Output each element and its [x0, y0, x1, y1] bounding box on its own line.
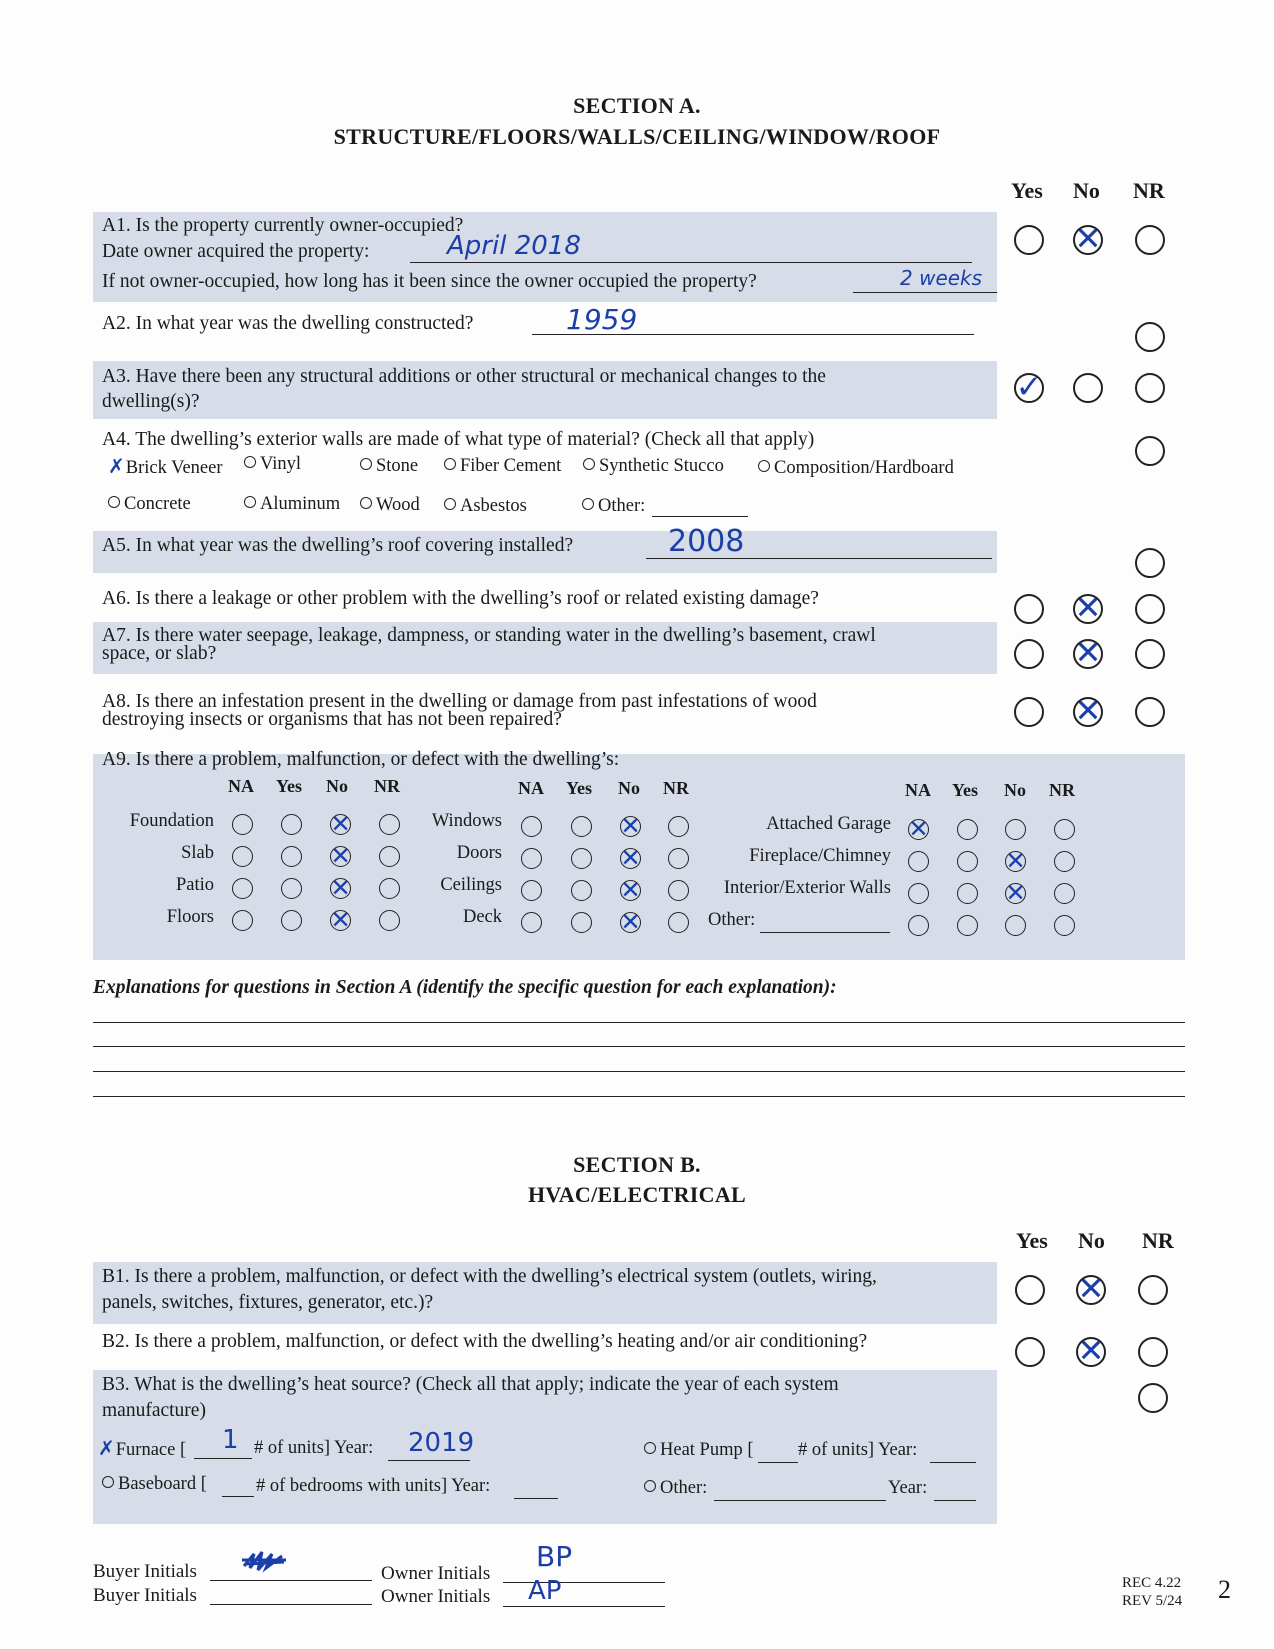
a9-windows-na[interactable] — [521, 816, 542, 837]
a9-foundation-no[interactable] — [330, 809, 351, 838]
a4-other-field[interactable] — [652, 516, 748, 517]
col-nr-label: NR — [1142, 1228, 1174, 1253]
a9-patio-yes[interactable] — [281, 878, 302, 899]
b3-baseboard-year-field[interactable] — [514, 1498, 558, 1499]
a9-label-other: Other: — [708, 910, 756, 930]
a9-g2-col-no: No — [618, 778, 640, 798]
explanation-line[interactable] — [93, 1096, 1185, 1097]
a9-label-attached-garage: Attached Garage — [766, 814, 891, 834]
a9-label-doors: Doors — [456, 843, 502, 863]
scribble-icon — [240, 1548, 290, 1574]
a9-walls-na[interactable] — [908, 883, 929, 904]
a9-foundation-yes[interactable] — [281, 814, 302, 835]
a9-windows-no[interactable] — [620, 811, 641, 840]
check-mark-icon: ✕ — [1074, 691, 1102, 730]
a1-no-radio[interactable] — [1073, 219, 1103, 258]
a3-no-radio[interactable] — [1073, 373, 1103, 403]
a4-option-wood[interactable]: Wood — [360, 495, 420, 516]
a7-yes-radio[interactable] — [1014, 639, 1044, 669]
section-a-subheading: STRUCTURE/FLOORS/WALLS/CEILING/WINDOW/ROOF — [333, 124, 941, 149]
a9-g3-col-na: NA — [905, 780, 931, 800]
a4-question: A4. The dwelling’s exterior walls are made of what type of material? (Check all that apply) — [102, 429, 815, 450]
a9-label-floors: Floors — [166, 907, 214, 927]
page-number: 2 — [1218, 1575, 1231, 1604]
a7-question-line2: space, or slab? — [102, 643, 217, 664]
check-mark-icon: ✕ — [620, 811, 641, 840]
a9-garage-nr[interactable] — [1054, 819, 1075, 840]
check-mark-icon: ✕ — [1077, 1331, 1105, 1370]
a8-nr-radio[interactable] — [1135, 697, 1165, 727]
a9-fireplace-na[interactable] — [908, 851, 929, 872]
a9-ceilings-no[interactable] — [620, 875, 641, 904]
check-mark-icon: ✕ — [620, 843, 641, 872]
a9-label-patio: Patio — [175, 875, 214, 895]
section-b-heading: SECTION B. — [573, 1152, 701, 1177]
a9-foundation-na[interactable] — [232, 814, 253, 835]
a9-deck-yes[interactable] — [571, 912, 592, 933]
a9-floors-na[interactable] — [232, 910, 253, 931]
a9-label-deck: Deck — [462, 907, 502, 927]
check-mark-icon: ✕ — [1005, 846, 1026, 875]
b3-heatpump-year-field[interactable] — [930, 1462, 976, 1463]
a3-nr-radio[interactable] — [1135, 373, 1165, 403]
a1-duration-value: 2 weeks — [900, 266, 983, 290]
col-nr-label: NR — [1133, 178, 1165, 203]
a9-garage-na[interactable] — [908, 814, 929, 843]
check-mark-icon: ✕ — [330, 841, 351, 870]
a9-doors-nr[interactable] — [668, 848, 689, 869]
b2-yes-radio[interactable] — [1015, 1337, 1045, 1367]
a9-g2-col-nr: NR — [663, 778, 689, 798]
a6-question: A6. Is there a leakage or other problem with the dwelling’s roof or related existing damage? — [102, 588, 819, 609]
a9-fireplace-no[interactable] — [1005, 846, 1026, 875]
b1-question-line1: B1. Is there a problem, malfunction, or defect with the dwelling’s electrical system (outlets, wiring, — [102, 1266, 877, 1287]
check-mark-icon: ✕ — [620, 875, 641, 904]
check-mark-icon: ✕ — [1074, 588, 1102, 627]
a9-g1-col-yes: Yes — [276, 776, 302, 796]
a9-floors-no[interactable] — [330, 905, 351, 934]
a7-question-line1: A7. Is there water seepage, leakage, dampness, or standing water in the dwelling’s basement, crawl — [102, 625, 876, 646]
a9-windows-yes[interactable] — [571, 816, 592, 837]
a9-ceilings-na[interactable] — [521, 880, 542, 901]
a4-option-stone[interactable]: Stone — [360, 456, 418, 477]
a9-g3-col-nr: NR — [1049, 780, 1075, 800]
a9-g2-col-na: NA — [518, 778, 544, 798]
b3-question-line2: manufacture) — [102, 1400, 206, 1421]
a9-label-fireplace: Fireplace/Chimney — [749, 846, 891, 866]
buyer-initials-label: Buyer Initials — [93, 1585, 197, 1606]
a9-other-na[interactable] — [908, 915, 929, 936]
a9-walls-yes[interactable] — [957, 883, 978, 904]
a3-question-line1: A3. Have there been any structural additions or other structural or mechanical changes to the — [102, 366, 826, 387]
a9-garage-no[interactable] — [1005, 819, 1026, 840]
check-mark-icon: ✕ — [1077, 1269, 1105, 1308]
a9-ceilings-nr[interactable] — [668, 880, 689, 901]
b3-other-field[interactable] — [714, 1500, 886, 1501]
a4-nr-radio[interactable] — [1135, 436, 1165, 466]
b3-heatpump-option[interactable]: Heat Pump [ — [644, 1440, 754, 1461]
b3-baseboard-option[interactable]: Baseboard [ — [102, 1474, 207, 1495]
a3-yes-radio[interactable] — [1014, 367, 1044, 406]
a9-walls-no[interactable] — [1005, 878, 1026, 907]
a9-doors-na[interactable] — [521, 848, 542, 869]
section-b-subheading: HVAC/ELECTRICAL — [527, 1182, 747, 1207]
b3-baseboard-units-label: # of bedrooms with units] Year: — [256, 1476, 491, 1496]
buyer-initials-field[interactable] — [210, 1580, 372, 1581]
col-no-label: No — [1078, 1228, 1105, 1253]
col-yes-label: Yes — [1011, 178, 1043, 203]
a5-nr-radio[interactable] — [1135, 548, 1165, 578]
a2-nr-radio[interactable] — [1135, 322, 1165, 352]
a2-question: A2. In what year was the dwelling constructed? — [102, 313, 474, 334]
a9-patio-no[interactable] — [330, 873, 351, 902]
check-mark-icon: ✕ — [1005, 878, 1026, 907]
a7-nr-radio[interactable] — [1135, 639, 1165, 669]
a9-slab-no[interactable] — [330, 841, 351, 870]
a9-label-walls: Interior/Exterior Walls — [723, 878, 891, 898]
a9-slab-yes[interactable] — [281, 846, 302, 867]
owner-initials-label: Owner Initials — [381, 1586, 491, 1607]
a1-date-label: Date owner acquired the property: — [102, 241, 370, 262]
a9-other-nr[interactable] — [1054, 915, 1075, 936]
a8-question-line2: destroying insects or organisms that has not been repaired? — [102, 709, 562, 730]
a1-notoccupied-label: If not owner-occupied, how long has it been since the owner occupied the property? — [102, 271, 757, 292]
a4-option-brick-veneer[interactable]: ✗Brick Veneer — [108, 454, 223, 478]
a9-deck-nr[interactable] — [668, 912, 689, 933]
a9-label-foundation: Foundation — [129, 811, 214, 831]
a9-garage-yes[interactable] — [957, 819, 978, 840]
check-mark-icon: ✕ — [620, 907, 641, 936]
form-code: REC 4.22 — [1122, 1575, 1182, 1591]
a9-g1-col-na: NA — [228, 776, 254, 796]
check-mark-icon: ✓ — [1015, 367, 1043, 406]
b2-no-radio[interactable] — [1076, 1331, 1106, 1370]
b2-nr-radio[interactable] — [1138, 1337, 1168, 1367]
a9-label-slab: Slab — [181, 843, 214, 863]
explanation-line[interactable] — [93, 1071, 1185, 1072]
a9-slab-na[interactable] — [232, 846, 253, 867]
a9-walls-nr[interactable] — [1054, 883, 1075, 904]
a9-windows-nr[interactable] — [668, 816, 689, 837]
b3-baseboard-units-field[interactable] — [222, 1496, 254, 1497]
owner-initials-value-1: BP — [536, 1540, 573, 1573]
a3-question-line2: dwelling(s)? — [102, 391, 200, 412]
a9-question: A9. Is there a problem, malfunction, or defect with the dwelling’s: — [102, 749, 620, 770]
a4-option-fiber-cement[interactable]: Fiber Cement — [444, 456, 561, 477]
a4-option-other[interactable]: Other: — [582, 496, 645, 517]
b3-other-year-label: Year: — [888, 1478, 928, 1498]
a9-g1-col-nr: NR — [374, 776, 400, 796]
check-mark-icon: ✗ — [108, 454, 125, 478]
b3-furnace-units-field[interactable] — [194, 1458, 252, 1459]
a1-date-field[interactable] — [410, 262, 972, 263]
check-mark-icon: ✕ — [908, 814, 929, 843]
a8-no-radio[interactable] — [1073, 691, 1103, 730]
explanation-line[interactable] — [93, 1046, 1185, 1047]
a5-year-value: 2008 — [668, 524, 745, 559]
check-mark-icon: ✕ — [330, 873, 351, 902]
a4-option-composition[interactable]: Composition/Hardboard — [758, 458, 954, 479]
a4-option-concrete[interactable]: Concrete — [108, 494, 191, 515]
a1-yes-radio[interactable] — [1014, 225, 1044, 255]
col-yes-label: Yes — [1016, 1228, 1048, 1253]
a9-g2-col-yes: Yes — [566, 778, 592, 798]
b1-question-line2: panels, switches, fixtures, generator, etc.)? — [102, 1292, 434, 1313]
a9-g3-col-no: No — [1004, 780, 1026, 800]
a9-patio-na[interactable] — [232, 878, 253, 899]
a9-deck-na[interactable] — [521, 912, 542, 933]
a9-doors-yes[interactable] — [571, 848, 592, 869]
b3-furnace-year-value: 2019 — [408, 1428, 475, 1458]
buyer-initials-field[interactable] — [210, 1604, 372, 1605]
a4-option-vinyl[interactable]: Vinyl — [244, 454, 301, 475]
a9-fireplace-nr[interactable] — [1054, 851, 1075, 872]
a5-question: A5. In what year was the dwelling’s roof covering installed? — [102, 535, 574, 556]
a9-doors-no[interactable] — [620, 843, 641, 872]
a1-duration-field[interactable] — [853, 292, 997, 293]
owner-initials-value-2: AP — [528, 1576, 562, 1606]
b3-heatpump-units-label: # of units] Year: — [798, 1440, 918, 1460]
b2-question: B2. Is there a problem, malfunction, or defect with the dwelling’s heating and/or air conditioning? — [102, 1331, 868, 1352]
check-mark-icon: ✕ — [330, 905, 351, 934]
col-no-label: No — [1073, 178, 1100, 203]
buyer-initials-label: Buyer Initials — [93, 1561, 197, 1582]
a1-nr-radio[interactable] — [1135, 225, 1165, 255]
owner-initials-label: Owner Initials — [381, 1563, 491, 1584]
a2-year-value: 1959 — [566, 303, 638, 336]
a9-other-yes[interactable] — [957, 915, 978, 936]
b3-heatpump-units-field[interactable] — [758, 1462, 798, 1463]
a9-deck-no[interactable] — [620, 907, 641, 936]
explanation-line[interactable] — [93, 1022, 1185, 1023]
check-mark-icon: ✕ — [1074, 219, 1102, 258]
b3-other-year-field[interactable] — [934, 1500, 976, 1501]
a1-question: A1. Is the property currently owner-occupied? — [102, 215, 464, 236]
b3-question-line1: B3. What is the dwelling’s heat source? (Check all that apply; indicate the year of each system — [102, 1374, 839, 1395]
b3-furnace-option[interactable]: ✗Furnace [ — [98, 1436, 187, 1460]
a9-label-ceilings: Ceilings — [440, 875, 502, 895]
check-mark-icon: ✗ — [98, 1436, 115, 1460]
a9-label-windows: Windows — [431, 811, 502, 831]
a1-date-value: April 2018 — [447, 231, 581, 261]
section-a-heading: SECTION A. — [573, 93, 701, 118]
form-revision: REV 5/24 — [1122, 1593, 1183, 1609]
b3-furnace-units-label: # of units] Year: — [254, 1438, 374, 1458]
a9-other-no[interactable] — [1005, 915, 1026, 936]
b3-furnace-units-value: 1 — [222, 1425, 239, 1455]
a9-floors-yes[interactable] — [281, 910, 302, 931]
b1-yes-radio[interactable] — [1015, 1275, 1045, 1305]
a9-g3-col-yes: Yes — [952, 780, 978, 800]
a6-yes-radio[interactable] — [1014, 594, 1044, 624]
b3-nr-radio[interactable] — [1138, 1383, 1168, 1413]
b1-nr-radio[interactable] — [1138, 1275, 1168, 1305]
b3-furnace-year-field[interactable] — [388, 1460, 470, 1461]
a9-fireplace-yes[interactable] — [957, 851, 978, 872]
owner-initials-field[interactable] — [503, 1606, 665, 1607]
a6-no-radio[interactable] — [1073, 588, 1103, 627]
a4-option-synthetic-stucco[interactable]: Synthetic Stucco — [583, 456, 724, 477]
a9-g1-col-no: No — [326, 776, 348, 796]
a4-option-asbestos[interactable]: Asbestos — [444, 496, 527, 517]
section-a-explanations-label: Explanations for questions in Section A (identify the specific question for each explanation): — [93, 977, 837, 998]
b1-no-radio[interactable] — [1076, 1269, 1106, 1308]
a6-nr-radio[interactable] — [1135, 594, 1165, 624]
a9-other-field[interactable] — [760, 932, 890, 933]
a9-ceilings-yes[interactable] — [571, 880, 592, 901]
a4-option-aluminum[interactable]: Aluminum — [244, 494, 340, 515]
a8-yes-radio[interactable] — [1014, 697, 1044, 727]
a7-no-radio[interactable] — [1073, 633, 1103, 672]
a8-question-line1: A8. Is there an infestation present in the dwelling or damage from past infestations of wood — [102, 691, 817, 712]
b3-other-option[interactable]: Other: — [644, 1478, 707, 1499]
check-mark-icon: ✕ — [1074, 633, 1102, 672]
check-mark-icon: ✕ — [330, 809, 351, 838]
